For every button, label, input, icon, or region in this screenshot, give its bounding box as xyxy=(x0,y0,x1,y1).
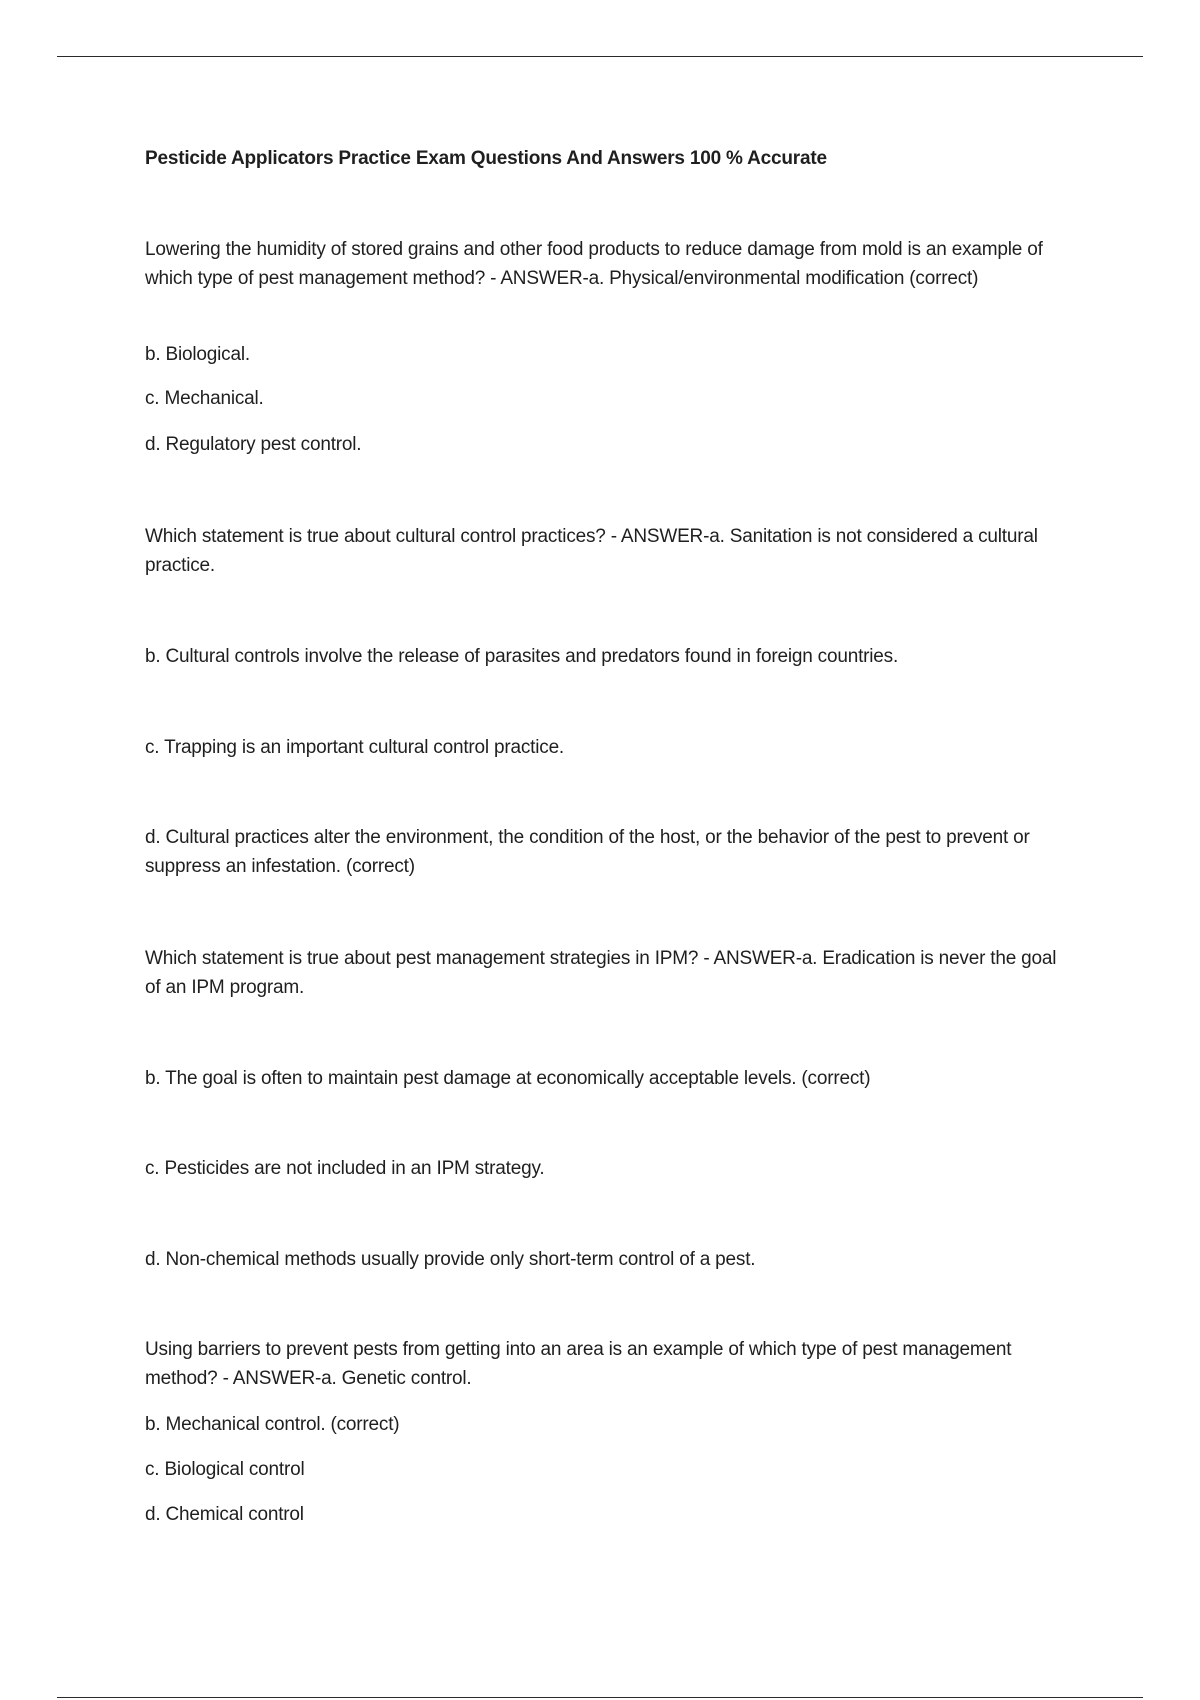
question-2-option-d: d. Cultural practices alter the environment, the condition of the host, or the behavior of the pest to prevent or suppress an infestation. (correct) xyxy=(145,827,1030,877)
question-4-option-d: d. Chemical control xyxy=(145,1504,304,1525)
question-3-option-b: b. The goal is often to maintain pest damage at economically acceptable levels. (correct) xyxy=(145,1068,871,1089)
question-1-option-c: c. Mechanical. xyxy=(145,388,264,409)
question-1-option-b: b. Biological. xyxy=(145,344,250,365)
question-1-prompt: Lowering the humidity of stored grains and other food products to reduce damage from mold is an example of which type of pest management method? - ANSWER-a. Physical/environmental modification (correct) xyxy=(145,239,1043,289)
question-3-option-d: d. Non-chemical methods usually provide only short-term control of a pest. xyxy=(145,1249,756,1270)
question-1-option-d: d. Regulatory pest control. xyxy=(145,434,362,455)
question-4-option-b: b. Mechanical control. (correct) xyxy=(145,1414,400,1435)
question-4-option-c: c. Biological control xyxy=(145,1459,305,1480)
footer-rule xyxy=(57,1697,1143,1698)
question-3-option-c: c. Pesticides are not included in an IPM strategy. xyxy=(145,1158,545,1179)
document-title: Pesticide Applicators Practice Exam Questions And Answers 100 % Accurate xyxy=(145,148,827,169)
question-4-prompt: Using barriers to prevent pests from getting into an area is an example of which type of pest management method? - ANSWER-a. Genetic control. xyxy=(145,1339,1012,1389)
question-2-option-c: c. Trapping is an important cultural control practice. xyxy=(145,737,565,758)
question-2-option-b: b. Cultural controls involve the release of parasites and predators found in foreign countries. xyxy=(145,646,899,667)
header-rule xyxy=(57,56,1143,57)
question-3-prompt: Which statement is true about pest management strategies in IPM? - ANSWER-a. Eradication is never the goal of an IPM program. xyxy=(145,948,1057,998)
question-2-prompt: Which statement is true about cultural control practices? - ANSWER-a. Sanitation is not considered a cultural practice. xyxy=(145,526,1038,576)
